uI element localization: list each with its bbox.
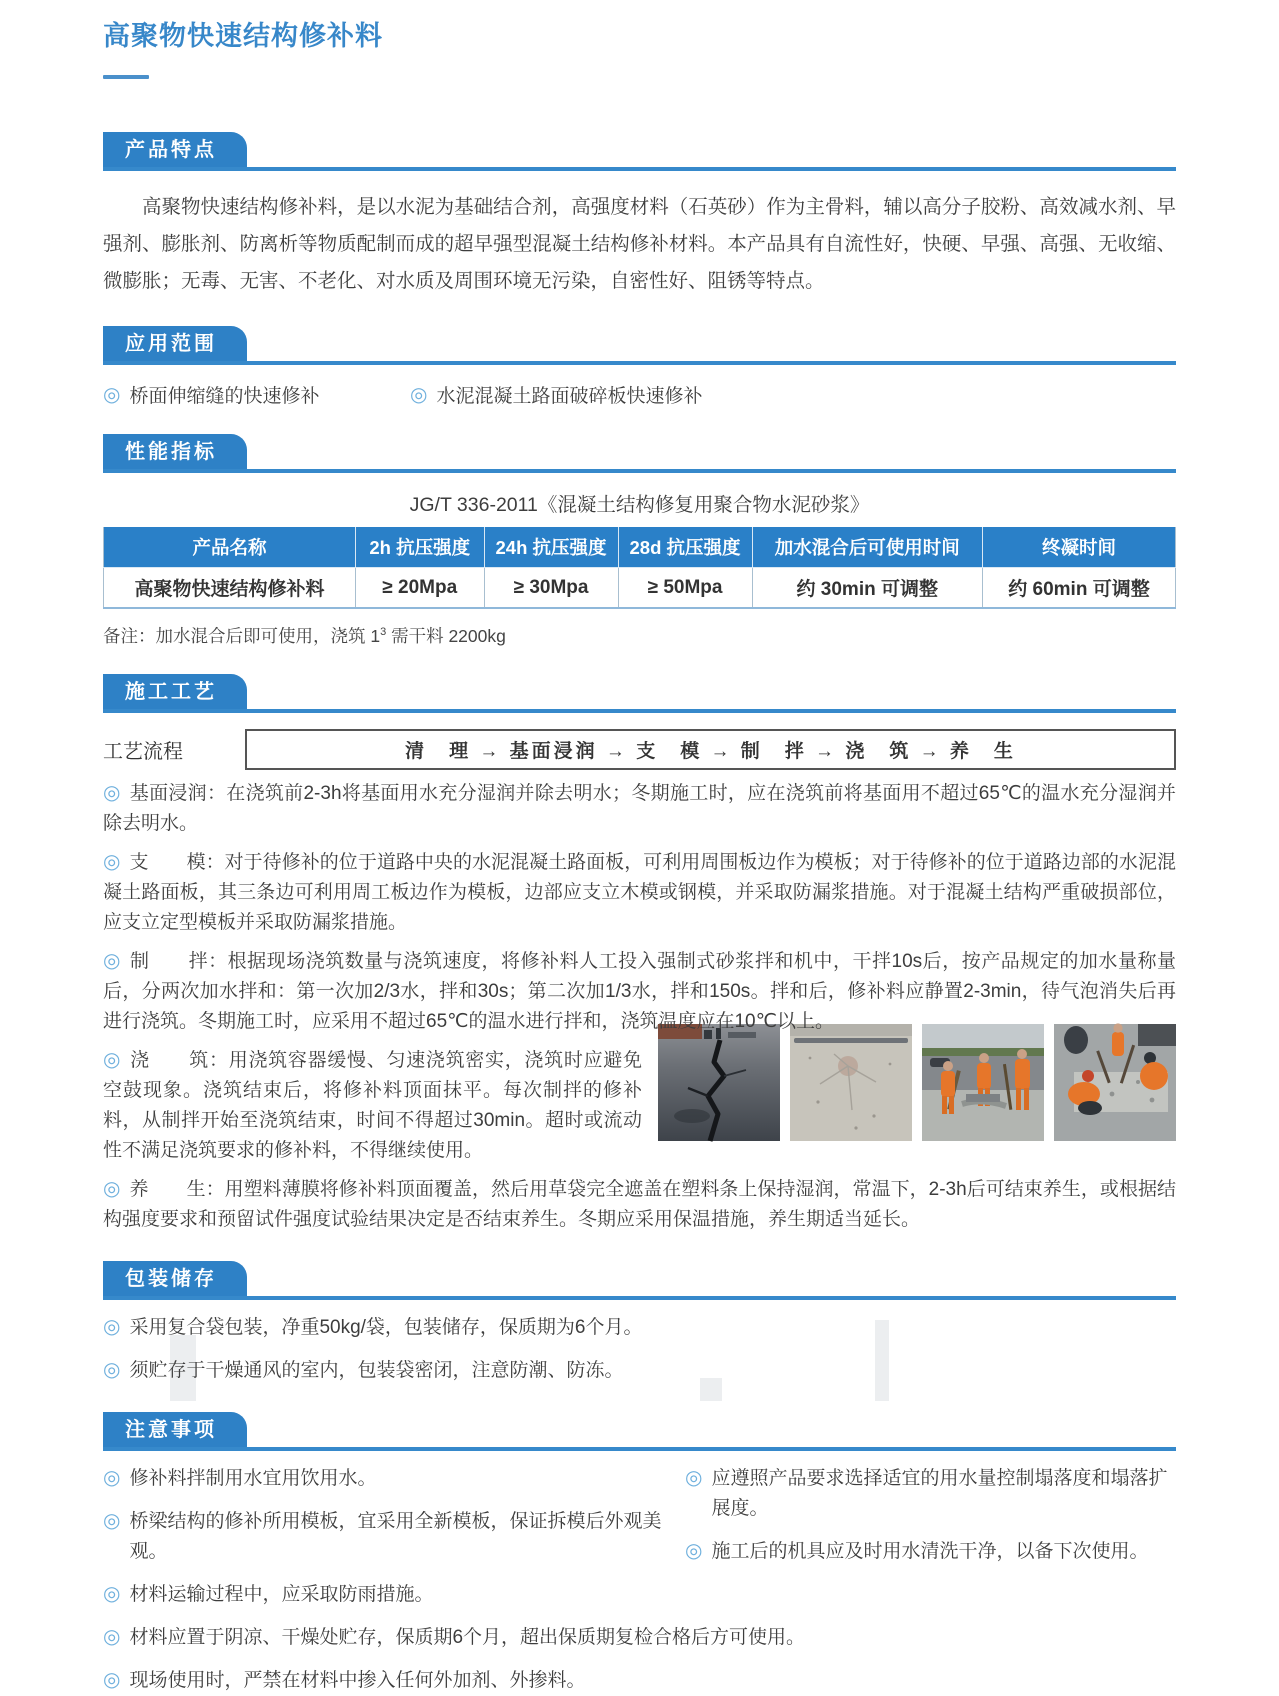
ring-bullet-icon: ◎: [103, 950, 121, 972]
note-item-text: 现场使用时，严禁在材料中掺入任何外加剂、外掺料。: [129, 1670, 586, 1691]
table-cell: ≥ 20Mpa: [355, 568, 484, 609]
note-item-text: 施工后的机具应及时用水清洗干净，以备下次使用。: [711, 1541, 1149, 1562]
note-item: [685, 1464, 1176, 1524]
features-paragraph: 高聚物快速结构修补料，是以水泥为基础结合剂，高强度材料（石英砂）作为主骨料，辅以高分子胶粉、高效减水剂、早强剂、膨胀剂、防离析等物质配制而成的超早强型混凝土结构修补材料。本产品具有自流性好，快硬、早强、高强、无收缩、微膨胀；无毒、无害、不老化、对水质及周围环境无污染，自密性好、阻锈等特点。: [103, 196, 1176, 292]
packaging-item-text: 须贮存于干燥通风的室内，包装袋密闭，注意防潮、防冻。: [129, 1360, 624, 1381]
standard-reference: JG/T 336-2011《混凝土结构修复用聚合物水泥砂浆》: [409, 494, 870, 516]
process-step-pouring: [103, 1046, 1176, 1166]
footnote-text: 需干料 2200kg: [386, 626, 506, 646]
section-header-notes: [103, 1412, 1176, 1451]
table-header-cell: 加水混合后可使用时间: [752, 527, 982, 568]
title-underline: [103, 75, 149, 79]
section-tab-notes: 注意事项: [103, 1412, 247, 1447]
note-item-text: 材料应置于阴凉、干燥处贮存，保质期6个月，超出保质期复检合格后方可使用。: [129, 1627, 806, 1648]
construction-photo-strip: [658, 1024, 1176, 1141]
ring-bullet-icon: ◎: [103, 1669, 121, 1691]
process-step-text: 制 拌：根据现场浇筑数量与浇筑速度，将修补料人工投入强制式砂浆拌和机中，干拌10s后，按产品规定的加水量称量后，分两次加水拌和：第一次加2/3水，拌和30s；第二次加1/3水，拌和150s。拌和后，修补料应静置2-3min，待气泡消失后再进行浇筑。冬期施工时，应采用不超过65℃的温水进行拌和，浇筑温度应在10℃以上。: [103, 951, 1177, 1032]
section-header-performance: [103, 434, 1176, 473]
ring-bullet-icon: ◎: [103, 1178, 121, 1200]
table-cell: 约 60min 可调整: [983, 568, 1176, 609]
ring-bullet-icon: ◎: [103, 1316, 121, 1338]
note-item-text: 材料运输过程中，应采取防雨措施。: [129, 1584, 434, 1605]
section-tab-performance: 性能指标: [103, 434, 247, 469]
section-header-process: [103, 674, 1176, 713]
page-title: 高聚物快速结构修补料: [103, 21, 383, 51]
photo-road-repair-crew: [922, 1024, 1044, 1141]
section-tab-process: 施工工艺: [103, 674, 247, 709]
note-item: [103, 1507, 685, 1567]
scope-item-label: 桥面伸缩缝的快速修补: [129, 386, 320, 407]
table-footnote: [103, 623, 1176, 648]
ring-bullet-icon: ◎: [103, 782, 121, 804]
ring-bullet-icon: ◎: [685, 1540, 703, 1562]
ring-bullet-icon: ◎: [103, 1510, 121, 1532]
table-header-cell: 2h 抗压强度: [355, 527, 484, 568]
ring-bullet-icon: ◎: [410, 383, 428, 406]
process-flow-label: 工艺流程: [103, 741, 183, 763]
note-item-text: 修补料拌制用水宜用饮用水。: [129, 1468, 377, 1489]
section-header-features: [103, 132, 1176, 171]
table-header-cell: 终凝时间: [983, 527, 1176, 568]
table-cell: ≥ 50Mpa: [618, 568, 752, 609]
ring-bullet-icon: ◎: [103, 1049, 122, 1071]
section-tab-scope: 应用范围: [103, 326, 247, 361]
scope-list: [103, 381, 1176, 408]
ring-bullet-icon: ◎: [103, 1467, 121, 1489]
process-step-text: 浇 筑：用浇筑容器缓慢、匀速浇筑密实，浇筑时应避免空鼓现象。浇筑结束后，将修补料顶面抹平。每次制拌的修补料，从制拌开始至浇筑结束，时间不得超过30min。超时或流动性不满足浇筑要求的修补料，不得继续使用。: [103, 1050, 642, 1161]
notes-two-column-area: [103, 1451, 1176, 1567]
note-item: [103, 1623, 1176, 1653]
section-tab-features: 产品特点: [103, 132, 247, 167]
process-flow-diagram: 清 理 → 基面浸润 → 支 模 → 制 拌 → 浇 筑 → 养 生: [245, 729, 1176, 770]
process-step-text: 支 模：对于待修补的位于道路中央的水泥混凝土路面板，可利用周围板边作为模板；对于待修补的位于道路边部的水泥混凝土路面板，其三条边可利用周工板边作为模板，边部应支立木模或钢模，并采取防漏浆措施。对于混凝土结构严重破损部位，应支立定型模板并采取防漏浆措施。: [103, 852, 1176, 933]
packaging-item: [103, 1313, 1176, 1343]
table-header-cell: 28d 抗压强度: [618, 527, 752, 568]
notes-right-column: [685, 1451, 1176, 1567]
photo-patch-finishing: [1054, 1024, 1176, 1141]
process-flow-row: [103, 729, 1176, 770]
table-header-cell: 24h 抗压强度: [484, 527, 618, 568]
table-cell: ≥ 30Mpa: [484, 568, 618, 609]
note-item: [103, 1580, 1176, 1610]
ring-bullet-icon: ◎: [103, 383, 121, 406]
ring-bullet-icon: ◎: [103, 851, 121, 873]
ring-bullet-icon: ◎: [103, 1583, 121, 1605]
packaging-item-text: 采用复合袋包装，净重50kg/袋，包装储存，保质期为6个月。: [129, 1317, 643, 1338]
process-step-formwork: [103, 848, 1176, 938]
section-header-packaging: [103, 1261, 1176, 1300]
packaging-item: [103, 1356, 1176, 1386]
scope-item: [410, 381, 702, 408]
scope-item-label: 水泥混凝土路面破碎板快速修补: [436, 386, 703, 407]
process-step-text: 基面浸润：在浇筑前2-3h将基面用水充分湿润并除去明水；冬期施工时，应在浇筑前将基面用不超过65℃的温水充分湿润并除去明水。: [103, 783, 1176, 834]
table-cell-product-name: 高聚物快速结构修补料: [104, 568, 356, 609]
footnote-text: 备注：加水混合后即可使用，浇筑 1: [103, 626, 381, 646]
process-step-wetting: [103, 779, 1176, 839]
note-item-text: 应遵照产品要求选择适宜的用水量控制塌落度和塌落扩展度。: [711, 1468, 1168, 1519]
photo-cracked-pavement: [658, 1024, 780, 1141]
process-step-curing: [103, 1175, 1176, 1235]
section-header-scope: [103, 326, 1176, 365]
note-item-text: 桥梁结构的修补所用模板，宜采用全新模板，保证拆模后外观美观。: [129, 1511, 662, 1562]
process-step-text: 养 生：用塑料薄膜将修补料顶面覆盖，然后用草袋完全遮盖在塑料条上保持湿润，常温下，2-3h后可结束养生，或根据结构强度要求和预留试件强度试验结果决定是否结束养生。冬期应采用保温措施，养生期适当延长。: [103, 1179, 1177, 1230]
section-tab-packaging: 包装储存: [103, 1261, 247, 1296]
table-cell: 约 30min 可调整: [752, 568, 982, 609]
note-item: [685, 1537, 1176, 1567]
note-item: [103, 1464, 685, 1494]
ring-bullet-icon: ◎: [103, 1626, 121, 1648]
photo-concrete-surface: [790, 1024, 912, 1141]
ring-bullet-icon: ◎: [685, 1467, 703, 1489]
notes-left-column: [103, 1451, 685, 1567]
table-row: [104, 568, 1176, 609]
footnote-superscript: 3: [380, 626, 387, 639]
performance-table: [103, 527, 1176, 609]
scope-item: [103, 381, 410, 408]
table-header-row: [104, 527, 1176, 568]
table-header-cell: 产品名称: [104, 527, 356, 568]
note-item: [103, 1666, 1176, 1696]
ring-bullet-icon: ◎: [103, 1359, 121, 1381]
